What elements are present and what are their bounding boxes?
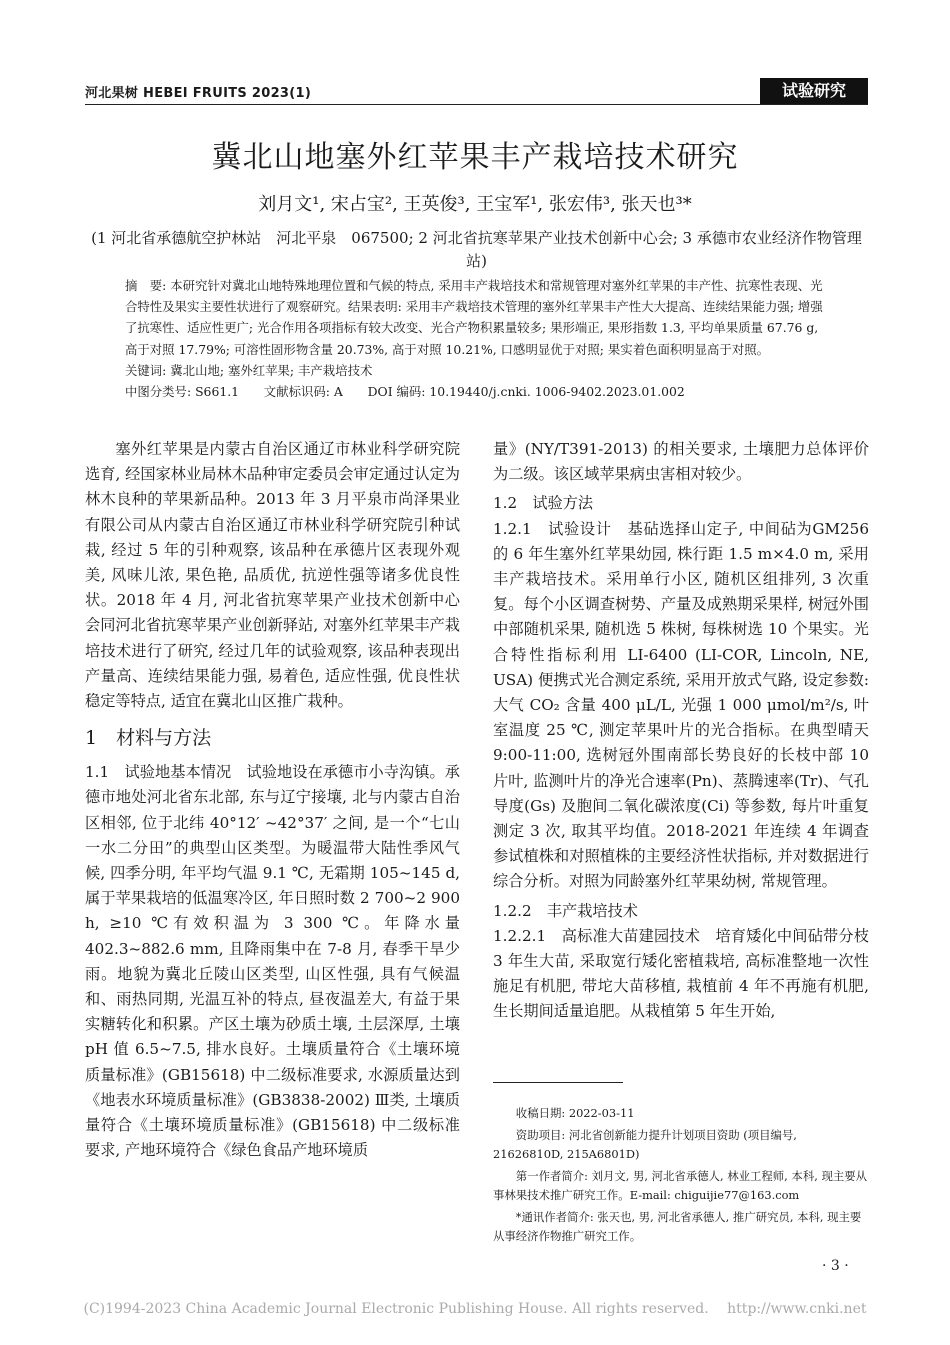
keywords: 关键词: 冀北山地; 塞外红苹果; 丰产栽培技术 xyxy=(125,362,373,378)
footnote-divider xyxy=(493,1082,623,1083)
footnote-first-author: 第一作者简介: 刘月文, 男, 河北省承德人, 林业工程师, 本科, 现主要从事林果技术推广研究工作。E-mail: chiguijie77@163.com xyxy=(493,1169,868,1202)
left-column xyxy=(85,437,460,1163)
journal-header: 河北果树 HEBEI FRUITS 2023(1) xyxy=(85,86,312,101)
section-heading-1: 1 材料与方法 xyxy=(85,727,212,750)
section-1-2-1-paragraph: 1.2.1 试验设计 基砧选择山定子, 中间砧为GM256 的 6 年生塞外红苹果幼园, 株行距 1.5 m×4.0 m, 采用丰产栽培技术。采用单行小区, 随机区组排列, 3 次重复。每个小区调查树势、产量及成熟期采果样, 树冠外围中部随机采果, 随机选 5 株树, 每株树选 10 个果实。光合特性指标利用 LI-6400 (LI-COR, Lincoln, NE, USA) 便携式光合测定系统, 采用开放式气路, 设定参数: 大气 CO₂ 含量 400 μL/L, 光强 1 000 μmol/m²/s, 叶室温度 25 ℃, 测定苹果叶片的光合指标。在典型晴天 9:00-11:00, 选树冠外围南部长势良好的长枝中部 10 片叶, 监测叶片的净光合速率(Pn)、蒸腾速率(Tr)、气孔导度(Gs) 及胞间二氧化碳浓度(Ci) 等参数, 每片叶重复测定 3 次, 取其平均值。2018-2021 年连续 4 年调查参试植株和对照植株的主要经济性状指标, 并对数据进行综合分析。对照为同龄塞外红苹果幼树, 常规管理。 xyxy=(493,519,869,891)
section-1-2-heading: 1.2 试验方法 xyxy=(493,494,594,513)
copyright-watermark: (C)1994-2023 China Academic Journal Electronic Publishing House. All rights reserved. http://www.cnki.net xyxy=(83,1301,867,1317)
author-list: 刘月文¹, 宋占宝², 王英俊³, 王宝军¹, 张宏伟³, 张天也³* xyxy=(258,194,692,215)
classification-line: 中图分类号: S661.1 文献标识码: A DOI 编码: 10.19440/j.cnki. 1006-9402.2023.01.002 xyxy=(125,384,685,400)
footnote-corresponding: *通讯作者简介: 张天也, 男, 河北省承德人, 推广研究员, 本科, 现主要从事经济作物推广研究工作。 xyxy=(493,1210,862,1243)
footnote-received: 收稿日期: 2022-03-11 xyxy=(515,1106,635,1120)
section-1-1-paragraph: 1.1 试验地基本情况 试验地设在承德市小寺沟镇。承德市地处河北省东北部, 东与辽宁接壤, 北与内蒙古自治区相邻, 位于北纬 40°12′ ~42°37′ 之间, 是一个“七山一水二分田”的典型山区类型。为暖温带大陆性季风气候, 四季分明, 年平均气温 9.1 ℃, 无霜期 105~145 d, 属于苹果栽培的低温寒冷区, 年日照时数 2 700~2 900 h, ≥10 ℃有效积温为 3 300 ℃。年降水量 402.3~882.6 mm, 且降雨集中在 7-8 月, 春季干旱少雨。地貌为冀北丘陵山区类型, 山区性强, 具有气候温和、雨热同期, 光温互补的特点, 昼夜温差大, 有益于果实糖转化和积累。产区土壤为砂质土壤, 土层深厚, 土壤 pH 值 6.5~7.5, 排水良好。土壤质量符合《土壤环境质量标准》(GB15618) 中二级标准要求, 水源质量达到《地表水环境质量标准》(GB3838-2002) Ⅲ类, 土壤质量符合《土壤环境质量标准》(GB15618) 中二级标准要求, 产地环境符合《绿色食品产地环境质 xyxy=(85,763,460,1160)
page-number: · 3 · xyxy=(822,1258,849,1274)
paper-title: 冀北山地塞外红苹果丰产栽培技术研究 xyxy=(211,140,739,175)
intro-paragraph: 塞外红苹果是内蒙古自治区通辽市林业科学研究院选育, 经国家林业局林木品种审定委员会审定通过认定为林木良种的苹果新品种。2013 年 3 月平泉市尚泽果业有限公司从内蒙古自治区通辽市林业科学研究院引种试栽, 经过 5 年的引种观察, 该品种在承德片区表现外观美, 风味儿浓, 果色艳, 品质优, 抗逆性强等诸多优良性状。2018 年 4 月, 河北省抗寒苹果产业技术创新中心会同河北省抗寒苹果产业创新驿站, 对塞外红苹果丰产栽培技术进行了研究, 经过几年的试验观察, 该品种表现出产量高、连续结果能力强, 易着色, 适应性强, 优良性状稳定等特点, 适宜在冀北山区推广栽种。 xyxy=(85,440,460,711)
abstract-block xyxy=(125,275,830,402)
footnote-funding: 资助项目: 河北省创新能力提升计划项目资助 (项目编号, 21626810D, 215A6801D) xyxy=(493,1128,797,1161)
abstract-text: 摘 要: 本研究针对冀北山地特殊地理位置和气候的特点, 采用丰产栽培技术和常规管理对塞外红苹果的丰产性、抗寒性表现、光合特性及果实主要性状进行了观察研究。结果表明: 采用丰产栽培技术管理的塞外红苹果丰产性大大提高、连续结果能力强; 增强了抗寒性、适应性更广; 光合作用各项指标有较大改变、光合产物积累量较多; 果形端正, 果形指数 1.3, 平均单果质量 67.76 g, 高于对照 17.79%; 可溶性固形物含量 20.73%, 高于对照 10.21%, 口感明显优于对照; 果实着色面积明显高于对照。 xyxy=(125,278,823,357)
affiliations: (1 河北省承德航空护林站 河北平泉 067500; 2 河北省抗寒苹果产业技术创新中心会; 3 承德市农业经济作物管理站) xyxy=(91,229,862,270)
header-divider xyxy=(85,104,868,105)
section-1-2-2-1-paragraph: 1.2.2.1 高标准大苗建园技术 培育矮化中间砧带分枝 3 年生大苗, 采取宽行矮化密植栽培, 高标准整地一次性施足有机肥, 带坨大苗移植, 栽植前 4 年不再施有机肥, 生长期间适量追肥。从栽植第 5 年生开始, xyxy=(493,926,869,1021)
section-1-2-2-heading: 1.2.2 丰产栽培技术 xyxy=(493,901,638,920)
continued-paragraph: 量》(NY/T391-2013) 的相关要求, 土壤肥力总体评价为二级。该区域苹果病虫害相对较少。 xyxy=(493,440,869,484)
column-label: 试验研究 xyxy=(760,78,868,104)
right-column xyxy=(493,437,869,1025)
footnotes xyxy=(493,1104,869,1249)
